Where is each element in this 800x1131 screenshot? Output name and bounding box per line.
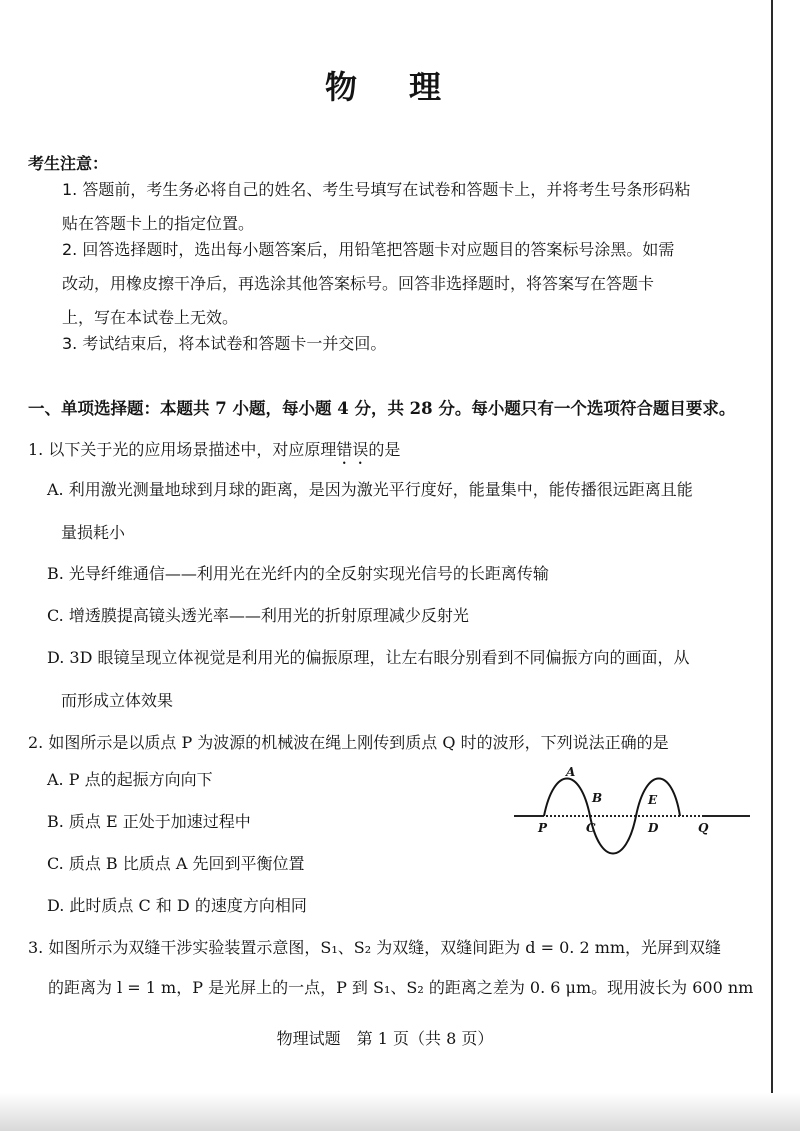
notice-2-line-1: 2. 回答选择题时，选出每小题答案后，用铅笔把答题卡对应题目的答案标号涂黑。如需: [62, 240, 675, 259]
q1-option-d-line-1: D. 3D 眼镜呈现立体视觉是利用光的偏振原理，让左右眼分别看到不同偏振方向的画面，从: [47, 648, 690, 667]
notice-item-1: [62, 173, 752, 241]
notice-3-line-1: 3. 考试结束后，将本试卷和答题卡一并交回。: [62, 334, 387, 353]
label-Q: Q: [698, 821, 709, 835]
q2-option-c: C. 质点 B 比质点 A 先回到平衡位置: [47, 854, 305, 873]
q3-line-1: 3. 如图所示为双缝干涉实验装置示意图，S₁、S₂ 为双缝，双缝间距为 d = 0. 2 mm，光屏到双缝: [28, 938, 722, 957]
label-A: A: [566, 765, 576, 779]
question-3-stem: [28, 928, 758, 1008]
q1-option-d: [47, 636, 747, 722]
q2-option-d: D. 此时质点 C 和 D 的速度方向相同: [47, 896, 307, 915]
notice-1-line-2: 贴在答题卡上的指定位置。: [62, 214, 255, 233]
q2-option-a: A. P 点的起振方向向下: [47, 770, 213, 789]
q3-line-2: 的距离为 l = 1 m，P 是光屏上的一点，P 到 S₁、S₂ 的距离之差为 0. 6 μm。现用波长为 600 nm: [48, 978, 754, 997]
q1-stem-emphasis: 错误: [336, 440, 369, 459]
q1-option-a: [47, 468, 747, 554]
page-edge-line: [771, 0, 773, 1131]
q1-option-d-line-2: 而形成立体效果: [61, 691, 174, 710]
notice-2-line-2: 改动，用橡皮擦干净后，再选涂其他答案标号。回答非选择题时，将答案写在答题卡: [62, 274, 655, 293]
label-D: D: [648, 821, 659, 835]
scan-shadow: [0, 1093, 800, 1131]
notice-2-line-3: 上，写在本试卷上无效。: [62, 308, 239, 327]
wave-figure: [512, 758, 752, 858]
notice-item-3: [62, 327, 752, 361]
question-1-stem: [28, 437, 758, 468]
title-char-2: 理: [409, 68, 446, 106]
q1-option-a-line-1: A. 利用激光测量地球到月球的距离，是因为激光平行度好，能量集中，能传播很远距离且能: [47, 480, 693, 499]
section-heading-single-choice: 一、单项选择题：本题共 7 小题，每小题 4 分，共 28 分。每小题只有一个选项符合题目要求。: [28, 399, 736, 418]
label-B: B: [592, 791, 603, 805]
q2-option-b: B. 质点 E 正处于加速过程中: [47, 812, 251, 831]
label-C: C: [586, 821, 596, 835]
label-E: E: [648, 793, 658, 807]
q1-option-b: B. 光导纤维通信——利用光在光纤内的全反射实现光信号的长距离传输: [47, 564, 549, 583]
q1-stem-part-b: 的是: [368, 440, 401, 459]
q1-option-a-line-2: 量损耗小: [61, 523, 126, 542]
title-char-1: 物: [324, 68, 361, 106]
notice-1-line-1: 1. 答题前，考生务必将自己的姓名、考生号填写在试卷和答题卡上，并将考生号条形码粘: [62, 180, 691, 199]
q1-option-c: C. 增透膜提高镜头透光率——利用光的折射原理减少反射光: [47, 606, 469, 625]
page-footer: 物理试题 第 1 页（共 8 页）: [276, 1029, 494, 1048]
notice-heading: 考生注意：: [28, 154, 109, 173]
page-title: [0, 62, 770, 108]
q1-stem-part-a: 1. 以下关于光的应用场景描述中，对应原理: [28, 440, 337, 459]
notice-item-2: [62, 233, 752, 335]
label-P: P: [538, 821, 548, 835]
question-2-stem: 2. 如图所示是以质点 P 为波源的机械波在绳上刚传到质点 Q 时的波形，下列说法正确的是: [28, 733, 669, 752]
